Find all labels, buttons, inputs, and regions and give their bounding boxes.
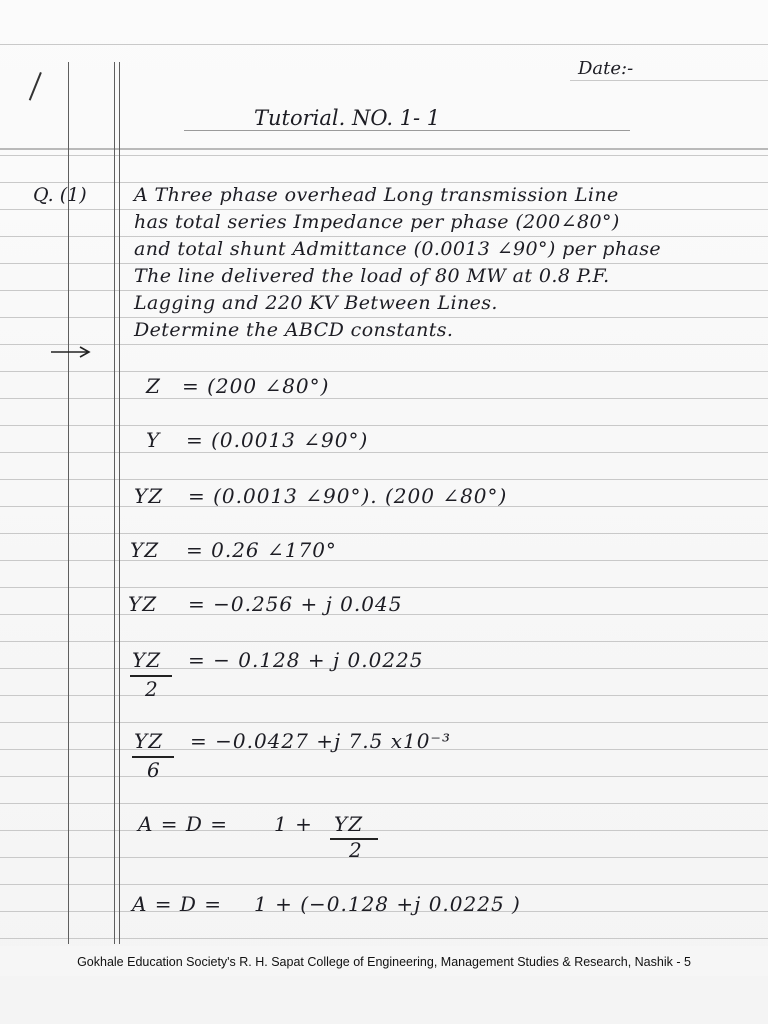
ruled-line bbox=[0, 641, 768, 642]
ruled-line bbox=[0, 398, 768, 399]
fraction-numerator: YZ bbox=[134, 729, 164, 753]
right-arrow-icon bbox=[50, 345, 92, 359]
step-rhs: 1 + (−0.128 +j 0.0225 ) bbox=[254, 892, 521, 916]
ruled-line bbox=[0, 695, 768, 696]
ruled-line bbox=[0, 938, 768, 939]
margin-line bbox=[119, 62, 120, 944]
ruled-line bbox=[0, 155, 768, 156]
step-lhs: A = D = bbox=[132, 892, 223, 916]
ruled-line bbox=[0, 290, 768, 291]
ruled-line bbox=[0, 587, 768, 588]
fraction-denominator: 2 bbox=[145, 677, 159, 701]
date-label: Date:- bbox=[578, 58, 634, 79]
step-lhs: A = D = bbox=[138, 812, 229, 836]
question-line: has total series Impedance per phase (200∠80°) bbox=[134, 211, 620, 233]
question-label: Q. (1) bbox=[33, 184, 87, 206]
step-rhs: = −0.256 + j 0.045 bbox=[188, 592, 403, 616]
fraction-denominator: 6 bbox=[147, 758, 161, 782]
question-line: A Three phase overhead Long transmission Line bbox=[134, 184, 619, 206]
ruled-line bbox=[0, 722, 768, 723]
question-line: and total shunt Admittance (0.0013 ∠90°) per phase bbox=[134, 238, 662, 260]
question-line: Lagging and 220 KV Between Lines. bbox=[134, 292, 498, 314]
step-lhs: YZ bbox=[130, 538, 160, 562]
ruled-line bbox=[0, 263, 768, 264]
ruled-line bbox=[0, 317, 768, 318]
step-rhs: = (0.0013 ∠90°). (200 ∠80°) bbox=[188, 484, 508, 508]
ruled-line bbox=[0, 209, 768, 210]
corner-slash-mark bbox=[29, 72, 42, 101]
ruled-line bbox=[0, 148, 768, 150]
ruled-line bbox=[0, 44, 768, 45]
ruled-line bbox=[0, 371, 768, 372]
ruled-line bbox=[0, 884, 768, 885]
ruled-line bbox=[0, 830, 768, 831]
ruled-line bbox=[0, 452, 768, 453]
page-title: Tutorial. NO. 1- 1 bbox=[254, 106, 441, 130]
step-lhs: YZ bbox=[128, 592, 158, 616]
ruled-line bbox=[0, 776, 768, 777]
ruled-line bbox=[0, 533, 768, 534]
fraction-denominator: 2 bbox=[349, 838, 363, 862]
question-line: Determine the ABCD constants. bbox=[134, 319, 454, 341]
step-rhs: = (200 ∠80°) bbox=[182, 374, 330, 398]
step-lhs: Y bbox=[146, 428, 161, 452]
fraction-numerator: YZ bbox=[334, 812, 364, 836]
step-rhs: = (0.0013 ∠90°) bbox=[186, 428, 369, 452]
ruled-line bbox=[0, 344, 768, 345]
step-lhs: YZ bbox=[134, 484, 164, 508]
ruled-line bbox=[0, 182, 768, 183]
ruled-line bbox=[0, 857, 768, 858]
fraction-numerator: YZ bbox=[132, 648, 162, 672]
question-line: The line delivered the load of 80 MW at 0.8 P.F. bbox=[134, 265, 610, 287]
ruled-line bbox=[0, 803, 768, 804]
step-lhs: Z bbox=[146, 374, 161, 398]
page-footer: Gokhale Education Society's R. H. Sapat College of Engineering, Management Studies & Research, Nashik - 5 bbox=[77, 955, 691, 969]
step-rhs: = −0.0427 +j 7.5 x10⁻³ bbox=[190, 729, 451, 753]
step-rhs: = 0.26 ∠170° bbox=[186, 538, 337, 562]
date-underline bbox=[570, 80, 768, 81]
ruled-line bbox=[0, 560, 768, 561]
ruled-line bbox=[0, 479, 768, 480]
margin-line bbox=[114, 62, 115, 944]
step-rhs: = − 0.128 + j 0.0225 bbox=[188, 648, 424, 672]
ruled-line bbox=[0, 236, 768, 237]
step-rhs: 1 + bbox=[274, 812, 313, 836]
title-underline bbox=[184, 130, 630, 131]
ruled-line bbox=[0, 425, 768, 426]
